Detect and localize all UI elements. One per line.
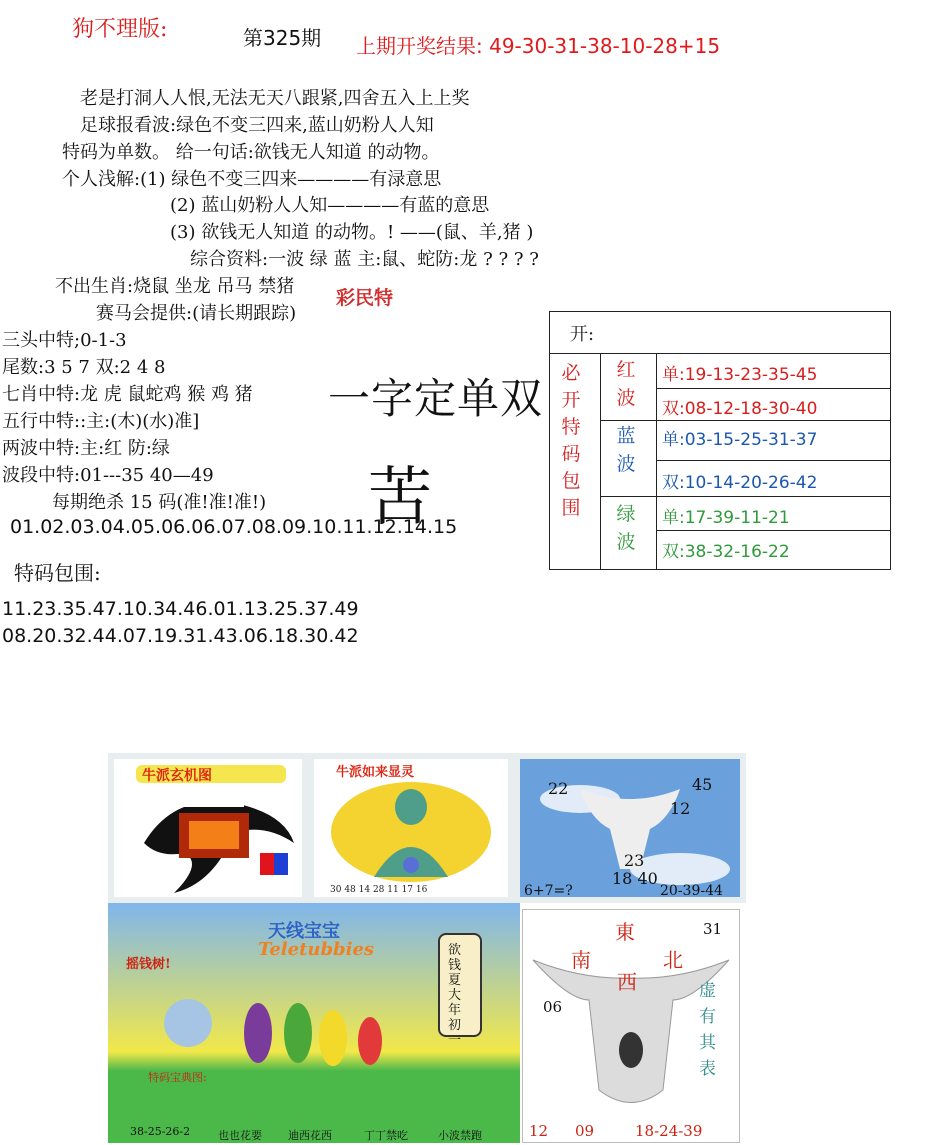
img5-side: 虚有其表 — [699, 981, 716, 1079]
img5-num-1: 31 — [703, 920, 723, 938]
verse-line-1: 老是打洞人人恨,无法无天八跟紧,四舍五入上上奖 — [80, 88, 470, 109]
dir-west: 西 — [617, 970, 637, 994]
image-panel-1 — [108, 753, 308, 903]
wave-blue-label: 蓝波 — [616, 425, 636, 475]
divider — [656, 460, 890, 461]
img4-bottom-2: 迪西花西 — [288, 1129, 332, 1142]
verse-line-8: 不出生肖:烧鼠 坐龙 吊马 禁猪 — [55, 276, 295, 297]
open-label: 开: — [570, 324, 595, 345]
img3-num-2: 45 — [692, 775, 713, 794]
verse-line-2: 足球报看波:绿色不变三四来,蓝山奶粉人人知 — [80, 115, 434, 136]
img2-title: 牛派如来显灵 — [336, 765, 415, 780]
image-panel-2 — [308, 753, 514, 903]
img4-bottom-3: 丁丁禁吃 — [364, 1129, 408, 1142]
divider — [656, 354, 657, 569]
img4-bottom-1: 也也花要 — [218, 1129, 262, 1142]
img2-bottom: 30 48 14 28 11 17 16 — [330, 885, 428, 895]
img1-title: 牛派玄机图 — [142, 768, 212, 784]
buddha-image — [314, 777, 508, 887]
dir-north: 北 — [663, 948, 683, 972]
side-label: 必开特码包围 — [561, 362, 581, 519]
stat-line-4: 五行中特::主:(木)(水)准] — [2, 411, 200, 432]
img4-bottom-4: 小波禁跑 — [438, 1129, 482, 1142]
img4-caption: 特码宝典图: — [148, 1071, 207, 1084]
img4-sub: Teletubbies — [258, 939, 375, 960]
special-line-2: 08.20.32.44.07.19.31.43.06.18.30.42 — [2, 625, 359, 647]
page-title: 狗不理版: — [72, 17, 168, 42]
img3-bottom: 6+7=? — [524, 883, 573, 899]
special-box — [549, 311, 891, 570]
stat-line-5: 两波中特:主:红 防:绿 — [2, 438, 170, 459]
stat-line-3: 七肖中特:龙 虎 鼠蛇鸡 猴 鸡 猪 — [2, 384, 253, 405]
dir-south: 南 — [571, 948, 591, 972]
img4-label: 摇钱树! — [126, 957, 171, 972]
img4-num: 38-25-26-2 — [130, 1125, 191, 1138]
dir-east: 東 — [615, 920, 635, 944]
img4-side: 欲钱夏大年初一 — [448, 943, 462, 1048]
issue-number: 第325期 — [243, 26, 322, 50]
img3-num-3: 12 — [670, 799, 691, 818]
image-panel-4 — [108, 903, 520, 1143]
open-row — [550, 312, 890, 354]
verse-line-5: (2) 蓝山奶粉人人知————有蓝的意思 — [170, 195, 490, 216]
verse-line-9: 赛马会提供:(请长期跟踪) — [96, 303, 297, 324]
big-single-double: 一字定单双 — [328, 374, 544, 423]
red-double: 双:08-12-18-30-40 — [662, 399, 818, 419]
stat-line-1: 三头中特;0-1-3 — [2, 330, 127, 351]
img3-num-4: 23 — [624, 851, 645, 870]
verse-line-6: (3) 欲钱无人知道 的动物。! ——(鼠、羊,猪 ) — [170, 222, 534, 243]
black-swirl-image — [114, 783, 302, 903]
img5-bottom-3: 18-24-39 — [635, 1122, 703, 1140]
img5-bottom-2: 09 — [575, 1122, 595, 1140]
green-single: 单:17-39-11-21 — [662, 508, 790, 528]
img3-num-1: 22 — [548, 779, 569, 798]
special-title: 特码包围: — [14, 561, 101, 585]
divider — [656, 530, 890, 531]
img4-title: 天线宝宝 — [268, 921, 340, 942]
verse-line-3: 特码为单数。 给一句话:欲钱无人知道 的动物。 — [62, 142, 440, 163]
kill-numbers: 01.02.03.04.05.06.06.07.08.09.10.11.12.14.15 — [10, 516, 458, 538]
img5-num-2: 06 — [543, 998, 563, 1016]
stat-line-2: 尾数:3 5 7 双:2 4 8 — [2, 357, 166, 378]
wave-red-label: 红波 — [616, 359, 636, 409]
divider — [656, 388, 890, 389]
divider — [600, 420, 890, 421]
divider — [600, 496, 890, 497]
blue-single: 单:03-15-25-31-37 — [662, 430, 818, 450]
last-result: 上期开奖结果: 49-30-31-38-10-28+15 — [356, 34, 721, 58]
blue-double: 双:10-14-20-26-42 — [662, 473, 818, 493]
special-line-1: 11.23.35.47.10.34.46.01.13.25.37.49 — [2, 598, 359, 620]
big-ku-char: 苦 — [368, 461, 432, 535]
stat-line-6: 波段中特:01---35 40—49 — [2, 465, 214, 486]
image-panel-3 — [514, 753, 746, 903]
wave-green-label: 绿波 — [616, 503, 636, 553]
divider — [600, 354, 601, 569]
img3-num-5: 18 40 — [612, 869, 658, 888]
watermark-text: 彩民特 — [336, 287, 394, 309]
img5-bottom-1: 12 — [529, 1122, 549, 1140]
verse-line-7: 综合资料:一波 绿 蓝 主:鼠、蛇防:龙 ? ? ? ? — [190, 249, 539, 270]
green-double: 双:38-32-16-22 — [662, 542, 790, 562]
image-panel-5 — [522, 909, 740, 1143]
red-single: 单:19-13-23-35-45 — [662, 365, 818, 385]
stat-line-7: 每期绝杀 15 码(准!准!准!) — [52, 492, 267, 513]
verse-line-4: 个人浅解:(1) 绿色不变三四来————有渌意思 — [62, 169, 442, 190]
img3-bottom-2: 20-39-44 — [660, 883, 723, 899]
